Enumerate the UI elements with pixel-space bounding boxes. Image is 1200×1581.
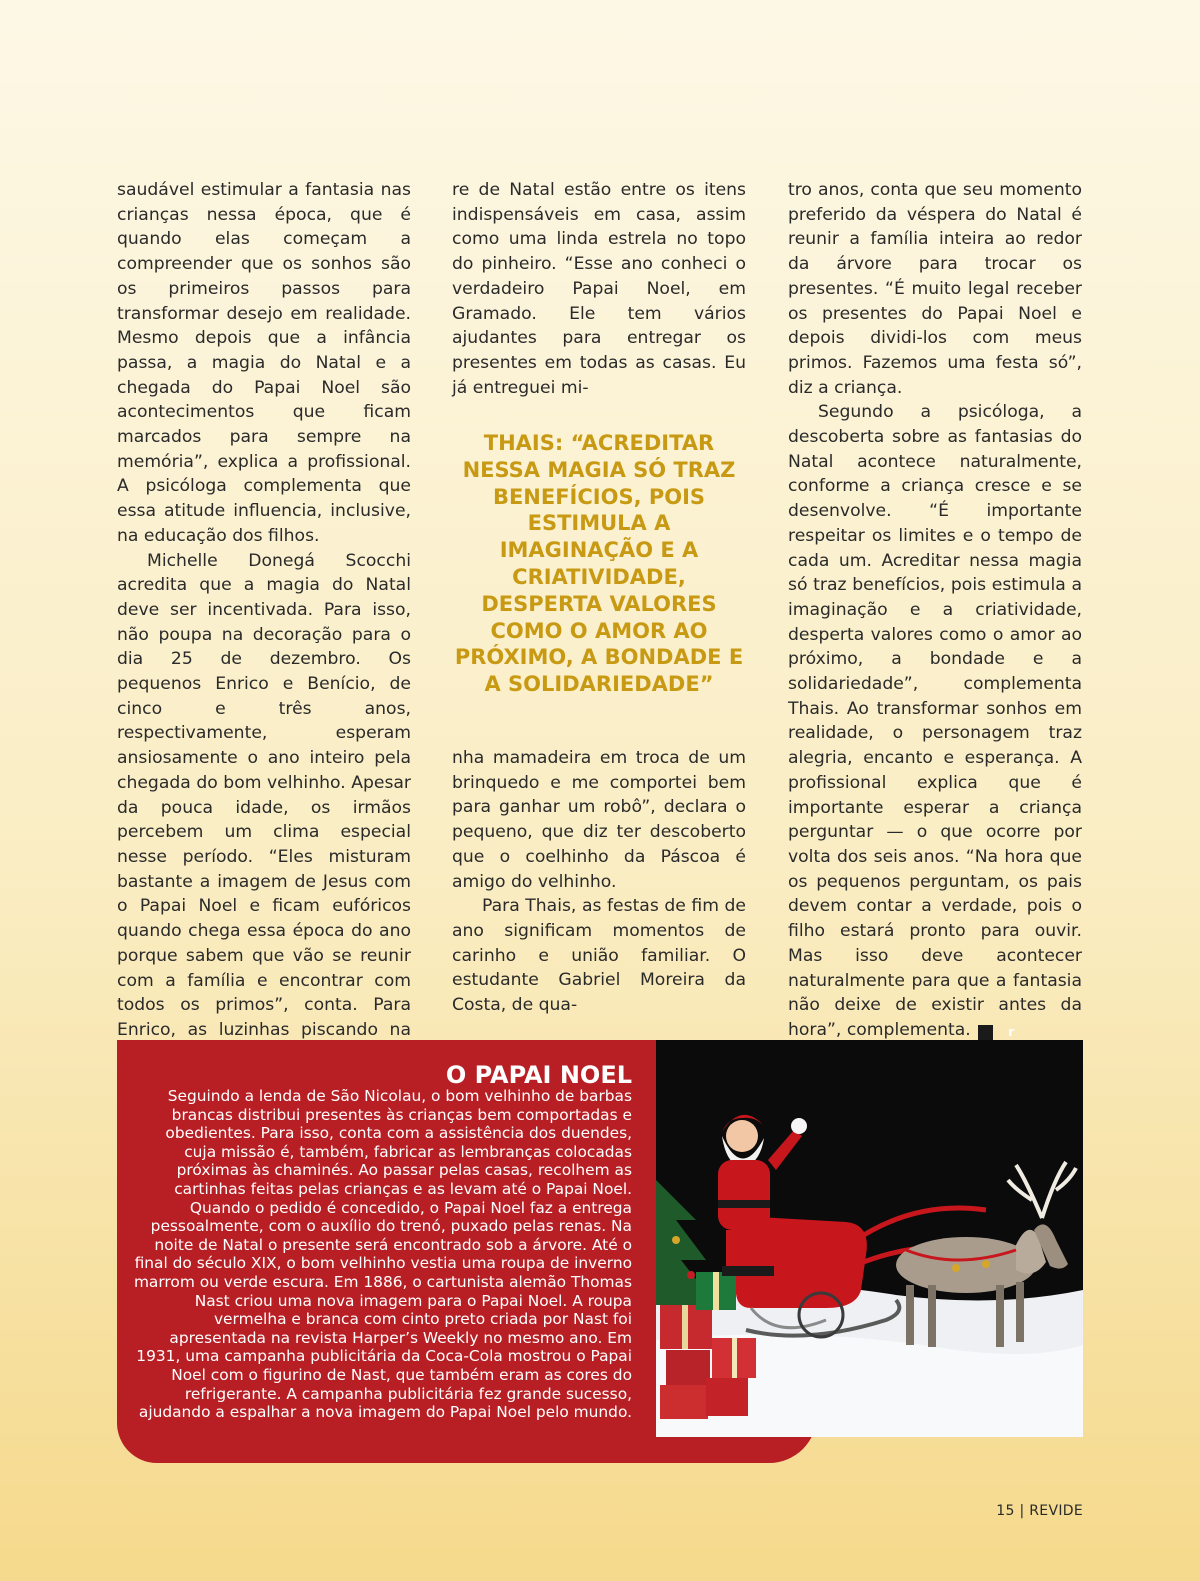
article-paragraph: re de Natal estão entre os itens indispensáveis em casa, assim como uma linda estrela no topo do pinheiro. “Esse ano conheci o verdadeiro Papai Noel, em Gramado. Ele tem vários ajudantes para entregar os presentes em todas as casas. Eu já entreguei mi-: [452, 180, 746, 398]
article-paragraph-text: Segundo a psicóloga, a descoberta sobre as fantasias do Natal acontece naturalmente, conforme a criança cresce e se desenvolve. “É importante respeitar os limites e o tempo de cada um. Acreditar nessa magia só traz benefícios, pois estimula a imaginação e a criatividade, desperta valores como o amor ao próximo, a bondade e a solidariedade”, complementa Thais. Ao transformar sonhos em realidade, o personagem traz alegria, encanto e esperança. A profissional explica que é importante esperar a criança perguntar — o que ocorre por volta dos seis anos. “Na hora que os pequenos perguntam, os pais devem contar a verdade, pois o filho estará pronto para ouvir. Mas isso deve acontecer naturalmente para que a fantasia não deixe de existir antes da hora”, complementa.: [788, 402, 1082, 1040]
end-of-article-icon: r: [978, 1025, 993, 1040]
pull-quote: THAIS: “ACREDITAR NESSA MAGIA SÓ TRAZ BENEFÍCIOS, POIS ESTIMULA A IMAGINAÇÃO E A CRIATIVIDADE, DESPERTA VALORES COMO O AMOR AO PRÓXIMO, A BONDADE E A SOLIDARIEDADE”: [454, 431, 744, 697]
article-column-2-top: [452, 178, 746, 400]
magazine-name: REVIDE: [1029, 1503, 1083, 1519]
footer-separator: |: [1019, 1503, 1025, 1519]
sidebar-title: O PAPAI NOEL: [445, 1061, 632, 1089]
article-paragraph: [788, 400, 1082, 1042]
santa-sleigh-illustration: [656, 1040, 1083, 1437]
page-number: 15: [996, 1503, 1015, 1519]
article-column-3: [788, 178, 1082, 1043]
article-paragraph: Michelle Donegá Scocchi acredita que a magia do Natal deve ser incentivada. Para isso, não poupa na decoração para o dia 25 de dezembro. Os pequenos Enrico e Benício, de cinco e três anos, respectivamente, esperam ansiosamente o ano inteiro pela chegada do bom velhinho. Apesar da pouca idade, os irmãos percebem um clima especial nesse período. “Eles misturam bastante a imagem de Jesus com o Papai Noel e ficam eufóricos quando chega essa época do ano porque sabem que vão se reunir com a família e encontrar com todos os primos”, conta. Para Enrico, as luzinhas piscando na: [117, 550, 411, 1040]
sidebar-text: Seguindo a lenda de São Nicolau, o bom velhinho de barbas brancas distribui presentes às crianças bem comportadas e obedientes. Para isso, conta com a assistência dos duendes, cuja missão é, também, fabricar as lembranças colocadas próximas às chaminés. Ao passar pelas casas, recolhem as cartinhas feitas pelas crianças e as levam até o Papai Noel. Quando o pedido é concedido, o Papai Noel faz a entrega pessoalmente, com o auxílio do trenó, puxado pelas renas. Na noite de Natal o presente será encontrado sob a árvore. Até o final do século XIX, o bom velhinho vestia uma roupa de inverno marrom ou verde escura. Em 1886, o cartunista alemão Thomas Nast criou uma nova imagem para o Papai Noel. A roupa vermelha e branca com cinto preto criada por Nast foi apresentada na revista Harper’s Weekly no mesmo ano. Em 1931, uma campanha publicitária da Coca-Cola mostrou o Papai Noel com o figurino de Nast, que também eram as cores do refrigerante. A campanha publicitária fez grande sucesso, ajudando a espalhar a nova imagem do Papai Noel pelo mundo.: [133, 1087, 632, 1422]
article-column-1: [117, 178, 411, 1067]
article-paragraph: Para Thais, as festas de fim de ano significam momentos de carinho e união familiar. O estudante Gabriel Moreira da Costa, de qua-: [452, 896, 746, 1016]
article-paragraph: saudável estimular a fantasia nas crianças nessa época, que é quando elas começam a compreender que os sonhos são os primeiros passos para transformar desejo em realidade. Mesmo depois que a infância passa, a magia do Natal e a chegada do Papai Noel são acontecimentos que ficam marcados para sempre na memória”, explica a profissional. A psicóloga complementa que essa atitude influencia, inclusive, na educação dos filhos.: [117, 180, 411, 546]
page-footer: [996, 1503, 1083, 1519]
article-paragraph: tro anos, conta que seu momento preferido da véspera do Natal é reunir a família inteira ao redor da árvore para trocar os presentes. “É muito legal receber os presentes do Papai Noel e depois dividi-los com meus primos. Fazemos uma festa só”, diz a criança.: [788, 180, 1082, 398]
article-paragraph: nha mamadeira em troca de um brinquedo e me comportei bem para ganhar um robô”, declara o pequeno, que diz ter descoberto que o coelhinho da Páscoa é amigo do velhinho.: [452, 748, 746, 892]
article-column-2-bottom: [452, 746, 746, 1018]
santa-sleigh-photo: [656, 1040, 1083, 1437]
